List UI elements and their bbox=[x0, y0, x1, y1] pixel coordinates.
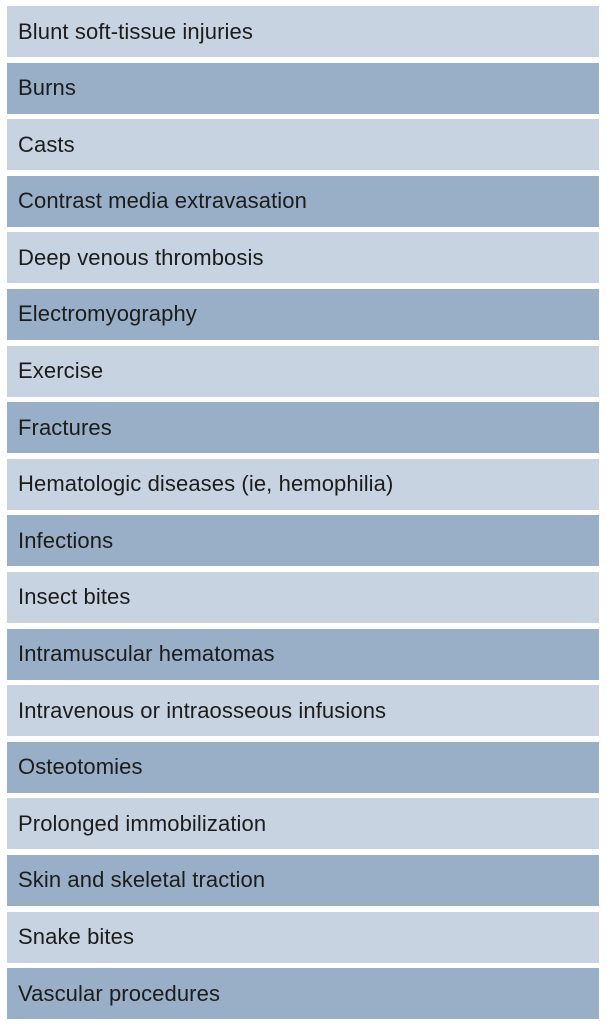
list-item-label: Skin and skeletal traction bbox=[18, 867, 266, 893]
list-item bbox=[7, 629, 599, 680]
list-item bbox=[7, 855, 599, 906]
list-item-label: Fractures bbox=[18, 414, 112, 440]
list-item-label: Hematologic diseases (ie, hemophilia) bbox=[18, 471, 394, 497]
list-item-label: Insect bites bbox=[18, 584, 131, 610]
list-item-label: Intravenous or intraosseous infusions bbox=[18, 697, 387, 723]
list-item-label: Deep venous thrombosis bbox=[18, 244, 264, 270]
list-item-label: Infections bbox=[18, 527, 114, 553]
list-item bbox=[7, 515, 599, 566]
list-item bbox=[7, 402, 599, 453]
list-item-label: Exercise bbox=[18, 358, 104, 384]
list-item bbox=[7, 119, 599, 170]
list-item-label: Electromyography bbox=[18, 301, 197, 327]
list-item-label: Prolonged immobilization bbox=[18, 810, 267, 836]
list-item bbox=[7, 6, 599, 57]
list-item-label: Blunt soft-tissue injuries bbox=[18, 18, 253, 44]
list-item bbox=[7, 346, 599, 397]
list-item bbox=[7, 232, 599, 283]
list-item bbox=[7, 572, 599, 623]
list-item bbox=[7, 63, 599, 114]
list-item-label: Intramuscular hematomas bbox=[18, 641, 275, 667]
list-item-label: Snake bites bbox=[18, 924, 135, 949]
list-item bbox=[7, 289, 599, 340]
list-item bbox=[7, 176, 599, 227]
list-item bbox=[7, 685, 599, 736]
list-item bbox=[7, 798, 599, 849]
list-item-label: Osteotomies bbox=[18, 754, 143, 780]
list-item-label: Vascular procedures bbox=[18, 980, 221, 1006]
list-item-label: Casts bbox=[18, 131, 75, 157]
list-item bbox=[7, 742, 599, 793]
list-item bbox=[7, 459, 599, 510]
list-item bbox=[7, 968, 599, 1019]
list-item bbox=[7, 912, 599, 963]
list-item-label: Burns bbox=[18, 75, 76, 101]
list-item-label: Contrast media extravasation bbox=[18, 188, 307, 214]
